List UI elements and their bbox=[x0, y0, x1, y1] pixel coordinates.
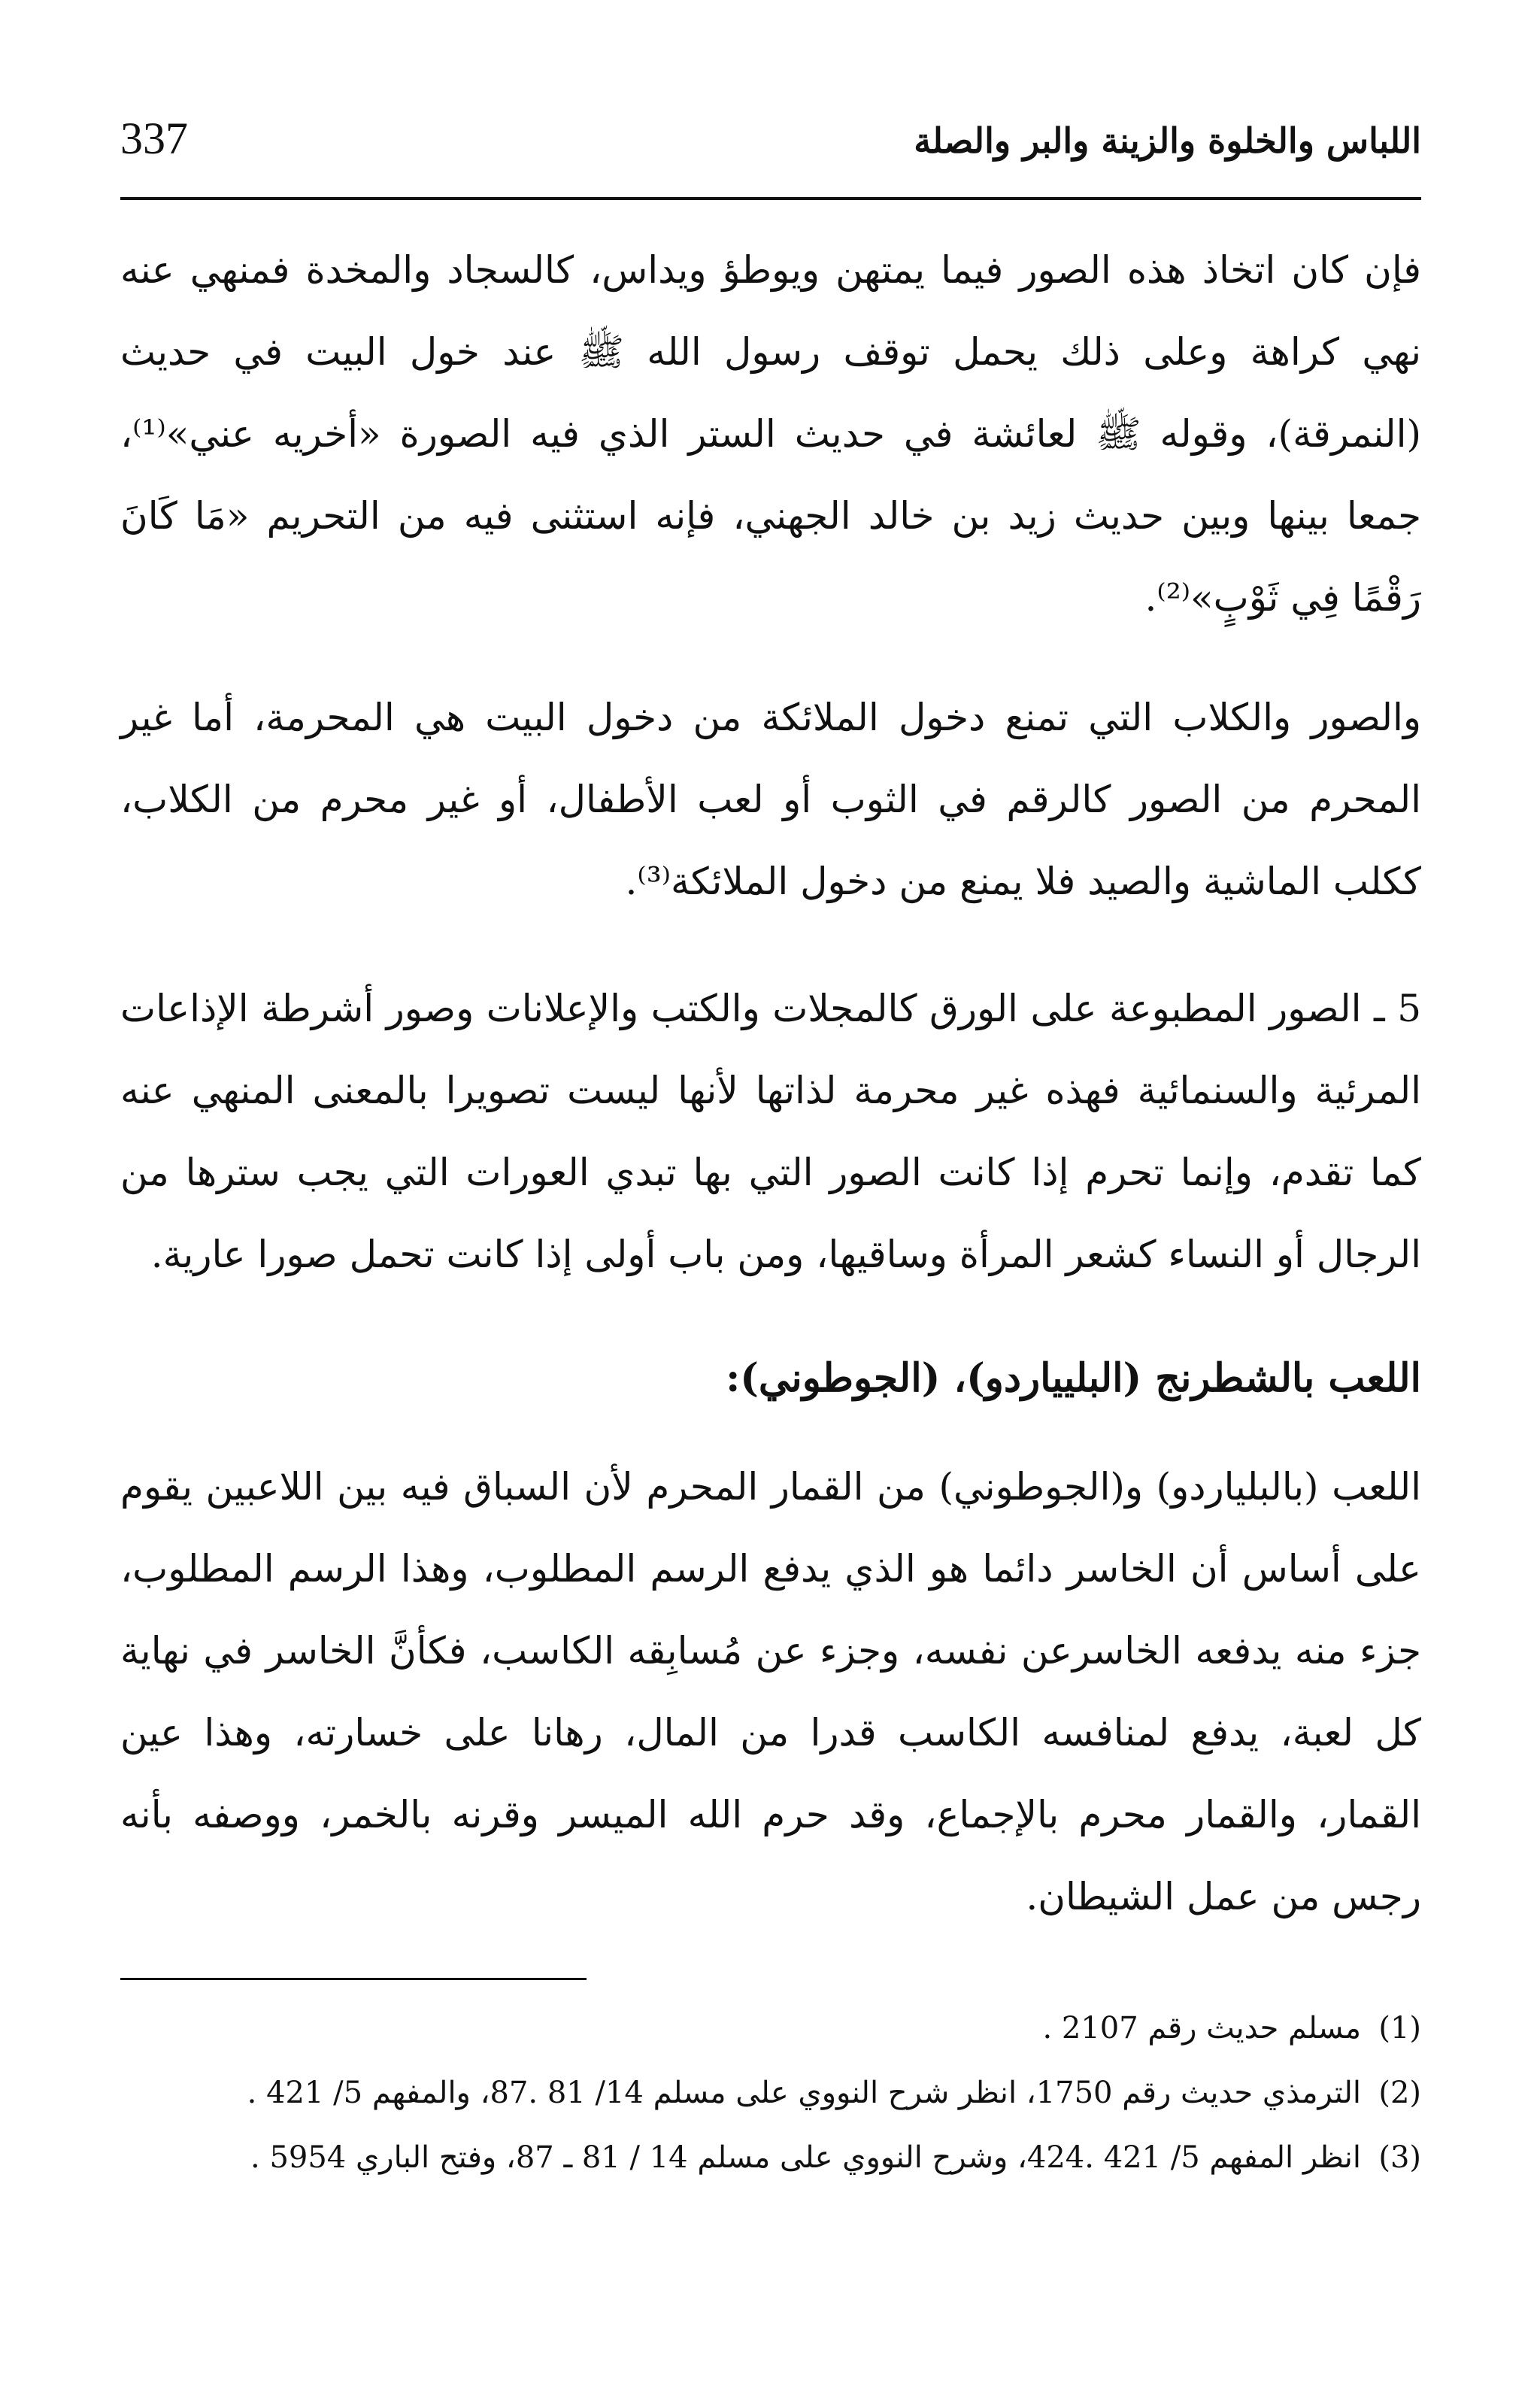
paragraph-images-usage: فإن كان اتخاذ هذه الصور فيما يمتهن ويوطؤ ويداس، كالسجاد والمخدة فمنهي عنه نهي كراهة وعلى ذلك يحمل توقف رسول الله ﷺ عند خول البيت في حديث (النمرقة)، وقوله ﷺ لعائشة في حديث الستر الذي فيه الصورة «أخريه عني»⁽¹⁾، جمعا بينها وبين حديث زيد بن خالد الجهني، فإنه استثنى فيه من التحريم «مَا كَانَ رَقْمًا فِي ثَوْبٍ»⁽²⁾. bbox=[120, 248, 1421, 620]
footnote-item bbox=[120, 2069, 1421, 2117]
footnote-text: انظر المفهم 5/ 421 .424، وشرح النووي على مسلم 14 / 81 ـ 87، وفتح الباري 5954 . bbox=[250, 2140, 1361, 2175]
footnotes bbox=[120, 2004, 1421, 2198]
footnote-item bbox=[120, 2004, 1421, 2052]
paragraph-angels-entry: والصور والكلاب التي تمنع دخول الملائكة من دخول البيت هي المحرمة، أما غير المحرم من الصور كالرقم في الثوب أو لعب الأطفال، أو غير محرم من الكلاب، ككلب الماشية والصيد فلا يمنع من دخول الملائكة⁽³⁾. bbox=[120, 696, 1421, 903]
footnote-number: (3) bbox=[1378, 2140, 1421, 2175]
section-heading: اللعب بالشطرنج (البليياردو)، (الجوطوني): bbox=[726, 1355, 1421, 1401]
footnote-item bbox=[120, 2134, 1421, 2182]
running-title: اللباس والخلوة والزينة والبر والصلة bbox=[914, 120, 1421, 161]
footnote-number: (1) bbox=[1378, 2011, 1421, 2046]
footnote-number: (2) bbox=[1378, 2076, 1421, 2110]
book-page bbox=[120, 0, 1421, 2402]
footnote-text: مسلم حديث رقم 2107 . bbox=[1042, 2011, 1361, 2046]
page-number: 337 bbox=[120, 114, 188, 163]
paragraph-printed-images: 5 ـ الصور المطبوعة على الورق كالمجلات والكتب والإعلانات وصور أشرطة الإذاعات المرئية والسنمائية فهذه غير محرمة لذاتها لأنها ليست تصويرا بالمعنى المنهي عنه كما تقدم، وإنما تحرم إذا كانت الصور التي بها تبدي العورات التي يجب سترها من الرجال أو النساء كشعر المرأة وساقيها، ومن باب أولى إذا كانت تحمل صورا عارية. bbox=[120, 987, 1421, 1276]
header-divider bbox=[120, 197, 1421, 200]
page-header bbox=[120, 113, 1421, 180]
main-text bbox=[120, 229, 1421, 1983]
footnote-divider bbox=[120, 1978, 587, 1980]
footnote-text: الترمذي حديث رقم 1750، انظر شرح النووي على مسلم 14/ 81 .87، والمفهم 5/ 421 . bbox=[247, 2076, 1361, 2110]
paragraph-billiards: اللعب (بالبلياردو) و(الجوطوني) من القمار المحرم لأن السباق فيه بين اللاعبين يقوم على أساس أن الخاسر دائما هو الذي يدفع الرسم المطلوب، وهذا الرسم المطلوب، جزء منه يدفعه الخاسرعن نفسه، وجزء عن مُسابِقه الكاسب، فكأنَّ الخاسر في نهاية كل لعبة، يدفع لمنافسه الكاسب قدرا من المال، رهانا على خسارته، وهذا عين القمار، والقمار محرم بالإجماع، وقد حرم الله الميسر وقرنه بالخمر، ووصفه بأنه رجس من عمل الشيطان. bbox=[120, 1465, 1421, 1918]
